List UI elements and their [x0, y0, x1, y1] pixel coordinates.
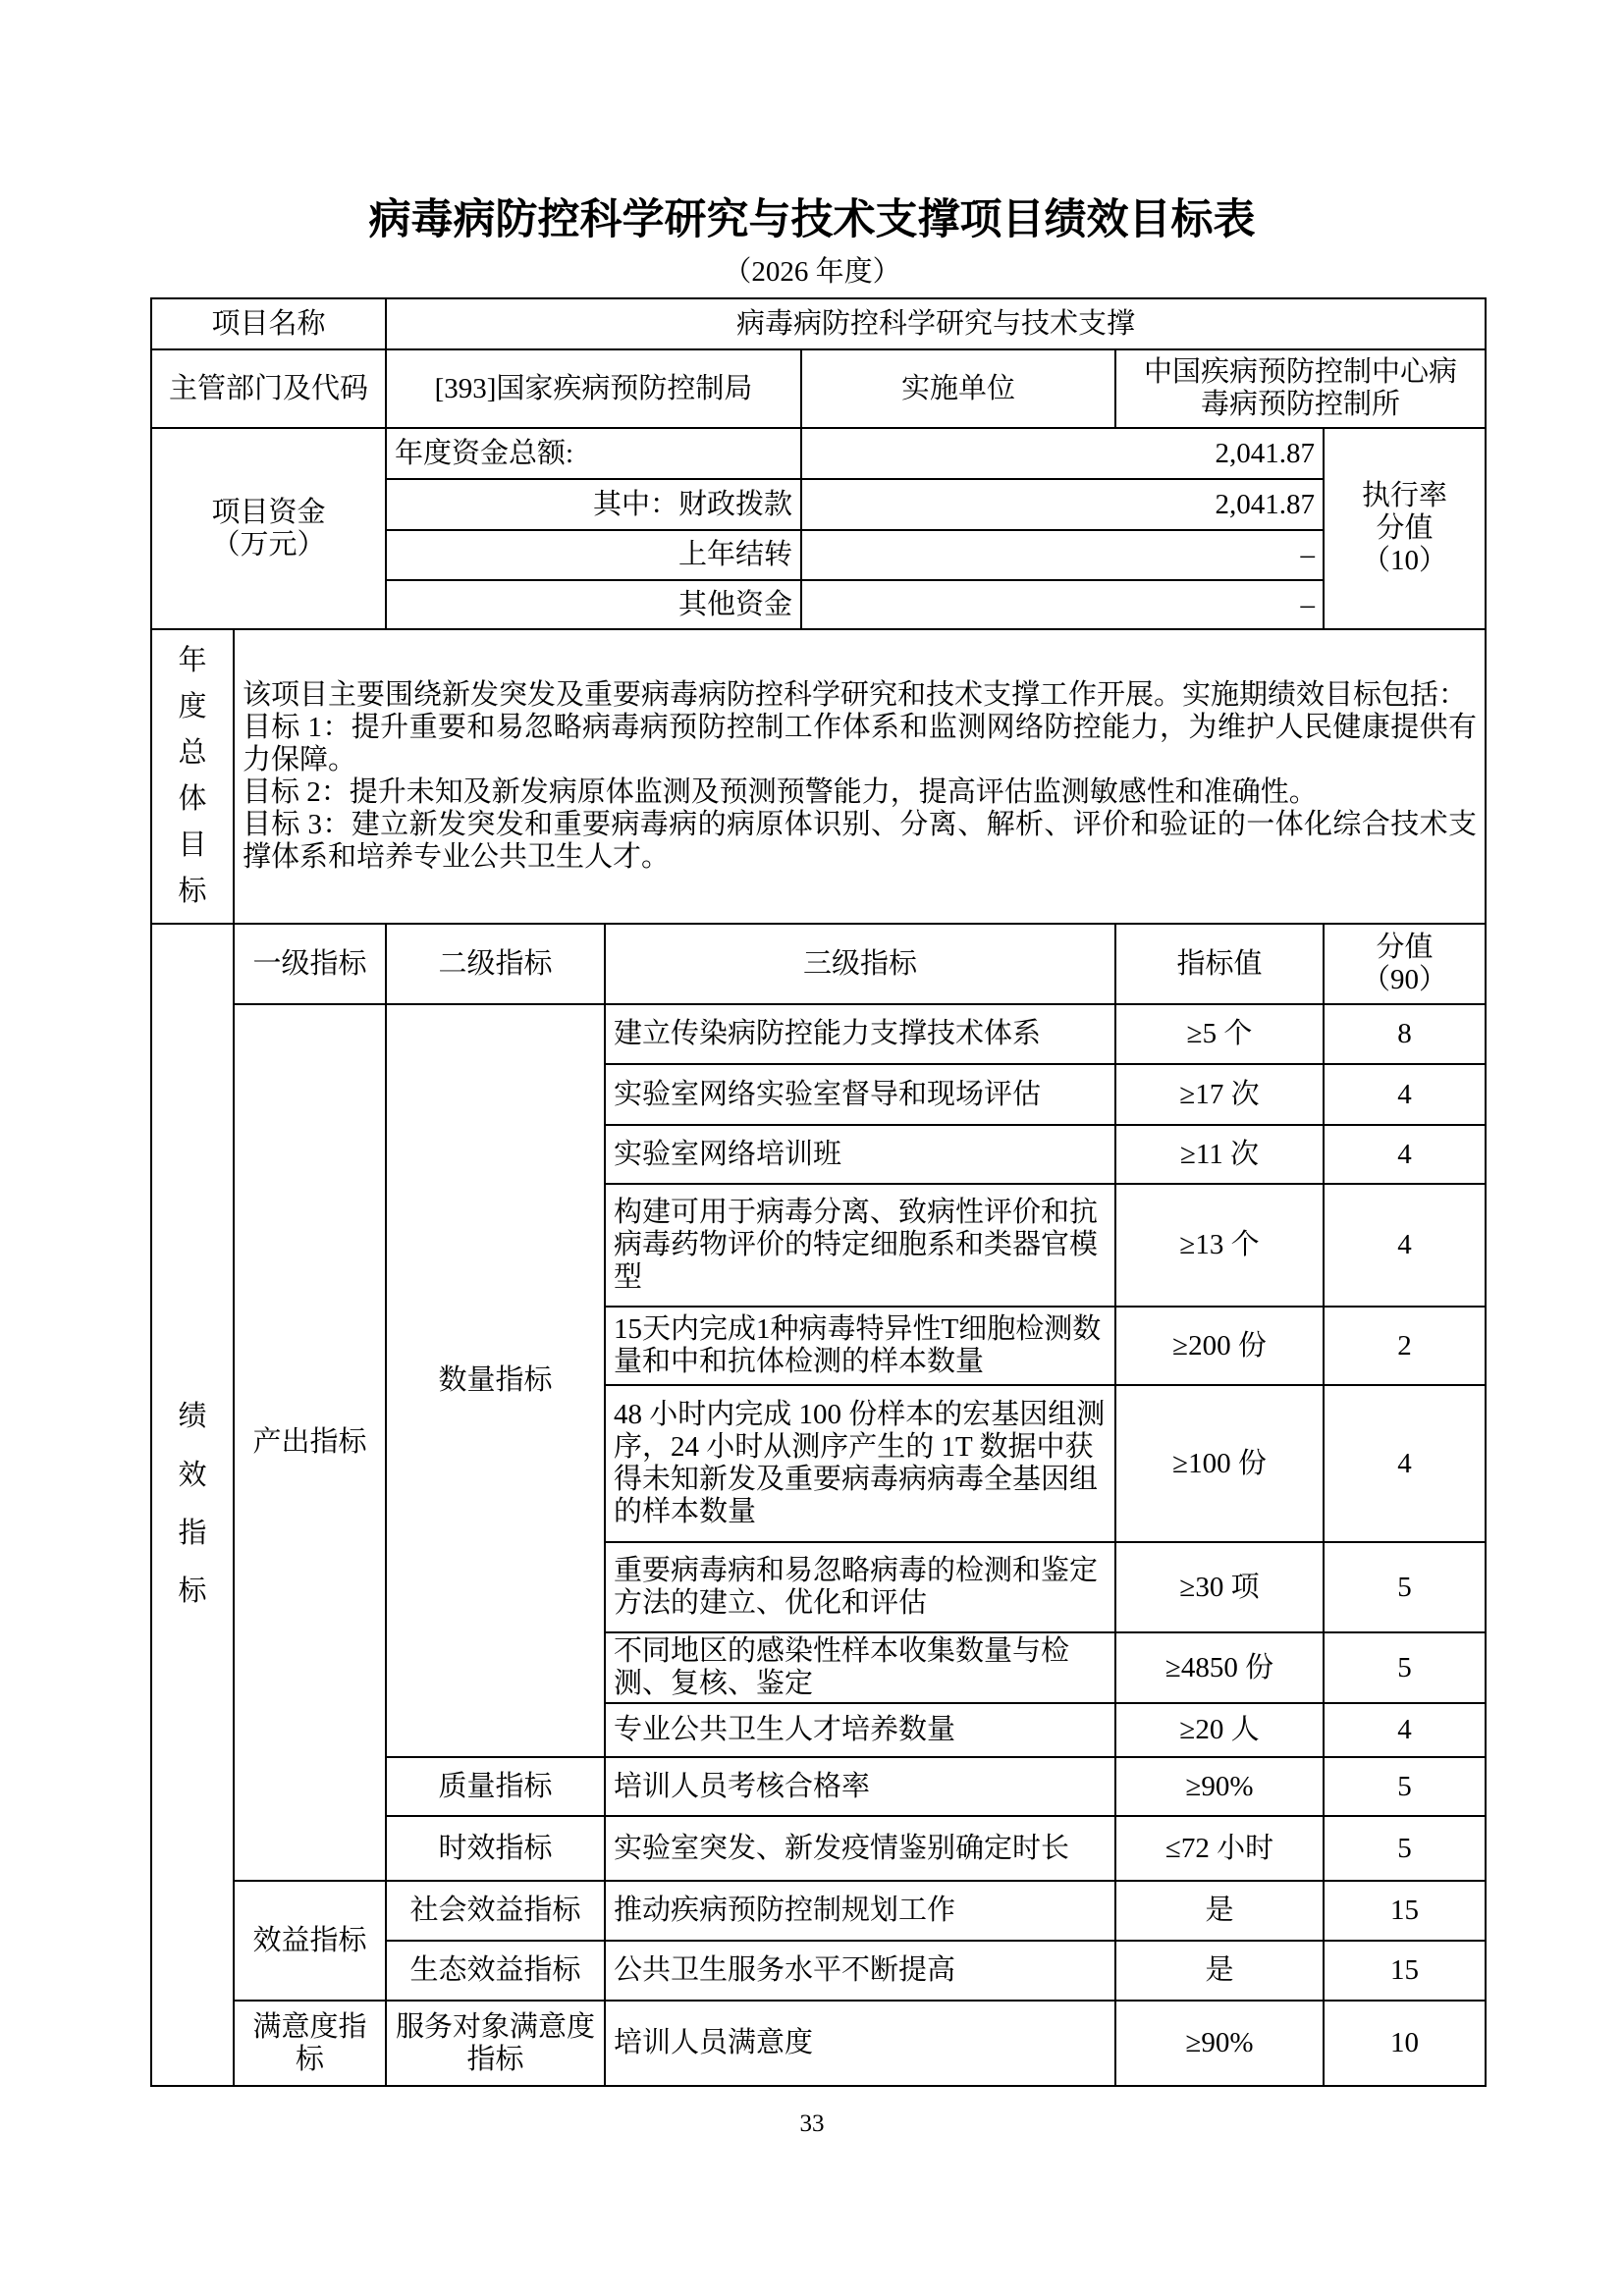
- annual-goal-1: 目标 1：提升重要和易忽略病毒病预防控制工作体系和监测网络防控能力，为维护人民健康提供有力保障。: [243, 712, 1478, 775]
- annual-goal-3: 目标 3：建立新发突发和重要病毒病的病原体识别、分离、解析、评价和验证的一体化综合技术支撑体系和培养专业公共卫生人才。: [243, 809, 1478, 873]
- perf-section-label: 绩效指标: [151, 924, 234, 2086]
- indicator-value: ≥5 个: [1115, 1004, 1324, 1064]
- indicator-value: ≥13 个: [1115, 1184, 1324, 1307]
- level1-output: 产出指标: [234, 1004, 386, 1881]
- indicator-name: 不同地区的感染性样本收集数量与检测、复核、鉴定: [605, 1632, 1115, 1703]
- table-row: [151, 629, 1486, 924]
- level2-quality: 质量指标: [386, 1757, 605, 1816]
- level2-service: 服务对象满意度指标: [386, 2001, 605, 2086]
- indicator-name: 重要病毒病和易忽略病毒的检测和鉴定方法的建立、优化和评估: [605, 1542, 1115, 1632]
- indicator-value: 是: [1115, 1941, 1324, 2001]
- funds-label: [151, 428, 386, 629]
- performance-target-table: [150, 297, 1487, 2087]
- indicator-name: 15天内完成1种病毒特异性T细胞检测数量和中和抗体检测的样本数量: [605, 1307, 1115, 1385]
- indicator-value: ≥90%: [1115, 2001, 1324, 2086]
- indicator-value: ≥17 次: [1115, 1064, 1324, 1125]
- indicator-score: 4: [1324, 1385, 1486, 1542]
- indicator-row: [151, 2001, 1486, 2086]
- fund-row-label: 上年结转: [386, 530, 801, 580]
- level1-satisfaction: 满意度指标: [234, 2001, 386, 2086]
- project-name-label: 项目名称: [151, 298, 386, 349]
- indicator-value: ≥200 份: [1115, 1307, 1324, 1385]
- dept-value: [393]国家疾病预防控制局: [386, 349, 801, 428]
- fund-row-label: 年度资金总额:: [386, 428, 801, 479]
- annual-goal-text: [234, 629, 1486, 924]
- fund-row-label: 其他资金: [386, 580, 801, 629]
- annual-goal-intro: 该项目主要围绕新发突发及重要病毒病防控科学研究和技术支撑工作开展。实施期绩效目标包括：: [243, 679, 1468, 711]
- indicator-value: ≥20 人: [1115, 1703, 1324, 1757]
- dept-label: 主管部门及代码: [151, 349, 386, 428]
- level2-time: 时效指标: [386, 1816, 605, 1881]
- header-level3: 三级指标: [605, 924, 1115, 1004]
- indicator-name: 构建可用于病毒分离、致病性评价和抗病毒药物评价的特定细胞系和类器官模型: [605, 1184, 1115, 1307]
- table-row: [151, 428, 1486, 479]
- indicator-score: 5: [1324, 1632, 1486, 1703]
- indicator-name: 建立传染病防控能力支撑技术体系: [605, 1004, 1115, 1064]
- indicator-score: 15: [1324, 1881, 1486, 1941]
- indicator-score: 5: [1324, 1816, 1486, 1881]
- indicator-score: 4: [1324, 1064, 1486, 1125]
- fund-row-value: 2,041.87: [801, 479, 1324, 530]
- page-subtitle: （2026 年度）: [723, 256, 901, 288]
- annual-goal-label: 年度总体目标: [151, 629, 234, 924]
- header-score-line1: 分值: [1376, 932, 1434, 963]
- annual-goal-2: 目标 2：提升未知及新发病原体监测及预测预警能力，提高评估监测敏感性和准确性。: [243, 776, 1318, 808]
- indicator-value: ≥100 份: [1115, 1385, 1324, 1542]
- indicator-name: 培训人员考核合格率: [605, 1757, 1115, 1816]
- indicator-value: 是: [1115, 1881, 1324, 1941]
- indicator-name: 培训人员满意度: [605, 2001, 1115, 2086]
- level2-social: 社会效益指标: [386, 1881, 605, 1941]
- indicator-score: 10: [1324, 2001, 1486, 2086]
- funds-label-line1: 项目资金: [211, 496, 326, 528]
- funds-label-line2: （万元）: [211, 528, 326, 561]
- indicator-row: [151, 1881, 1486, 1941]
- indicator-score: 5: [1324, 1757, 1486, 1816]
- table-row: [151, 298, 1486, 349]
- header-score-line2: （90）: [1362, 964, 1448, 995]
- indicator-name: 48 小时内完成 100 份样本的宏基因组测序，24 小时从测序产生的 1T 数据中获得未知新发及重要病毒病病毒全基因组的样本数量: [605, 1385, 1115, 1542]
- indicator-header-row: [151, 924, 1486, 1004]
- header-score: [1324, 924, 1486, 1004]
- level1-benefit: 效益指标: [234, 1881, 386, 2001]
- project-name-value: 病毒病防控科学研究与技术支撑: [386, 298, 1486, 349]
- indicator-name: 实验室网络培训班: [605, 1125, 1115, 1184]
- indicator-score: 8: [1324, 1004, 1486, 1064]
- fund-row-label: 其中：财政拨款: [386, 479, 801, 530]
- indicator-score: 5: [1324, 1542, 1486, 1632]
- indicator-value: ≥11 次: [1115, 1125, 1324, 1184]
- page-number: 33: [799, 2110, 825, 2137]
- indicator-value: ≥90%: [1115, 1757, 1324, 1816]
- indicator-name: 公共卫生服务水平不断提高: [605, 1941, 1115, 2001]
- indicator-row: [151, 1004, 1486, 1064]
- indicator-value: ≤72 小时: [1115, 1816, 1324, 1881]
- indicator-value: ≥30 项: [1115, 1542, 1324, 1632]
- exec-rate-line2: 分值: [1376, 512, 1434, 544]
- indicator-score: 4: [1324, 1703, 1486, 1757]
- table-row: [151, 349, 1486, 428]
- level2-eco: 生态效益指标: [386, 1941, 605, 2001]
- indicator-name: 实验室网络实验室督导和现场评估: [605, 1064, 1115, 1125]
- indicator-score: 15: [1324, 1941, 1486, 2001]
- impl-unit-value: 中国疾病预防控制中心病毒病预防控制所: [1115, 349, 1486, 428]
- exec-rate-line3: （10）: [1362, 545, 1448, 576]
- impl-unit-label: 实施单位: [801, 349, 1115, 428]
- exec-rate-score-label: [1324, 428, 1486, 629]
- indicator-score: 2: [1324, 1307, 1486, 1385]
- fund-row-value: –: [801, 580, 1324, 629]
- indicator-name: 实验室突发、新发疫情鉴别确定时长: [605, 1816, 1115, 1881]
- indicator-name: 专业公共卫生人才培养数量: [605, 1703, 1115, 1757]
- level2-quantity: 数量指标: [386, 1004, 605, 1757]
- indicator-score: 4: [1324, 1125, 1486, 1184]
- fund-row-value: 2,041.87: [801, 428, 1324, 479]
- header-level1: 一级指标: [234, 924, 386, 1004]
- indicator-name: 推动疾病预防控制规划工作: [605, 1881, 1115, 1941]
- fund-row-value: –: [801, 530, 1324, 580]
- page-title: 病毒病防控科学研究与技术支撑项目绩效目标表: [368, 196, 1256, 243]
- indicator-value: ≥4850 份: [1115, 1632, 1324, 1703]
- header-value: 指标值: [1115, 924, 1324, 1004]
- exec-rate-line1: 执行率: [1362, 480, 1448, 511]
- indicator-score: 4: [1324, 1184, 1486, 1307]
- header-level2: 二级指标: [386, 924, 605, 1004]
